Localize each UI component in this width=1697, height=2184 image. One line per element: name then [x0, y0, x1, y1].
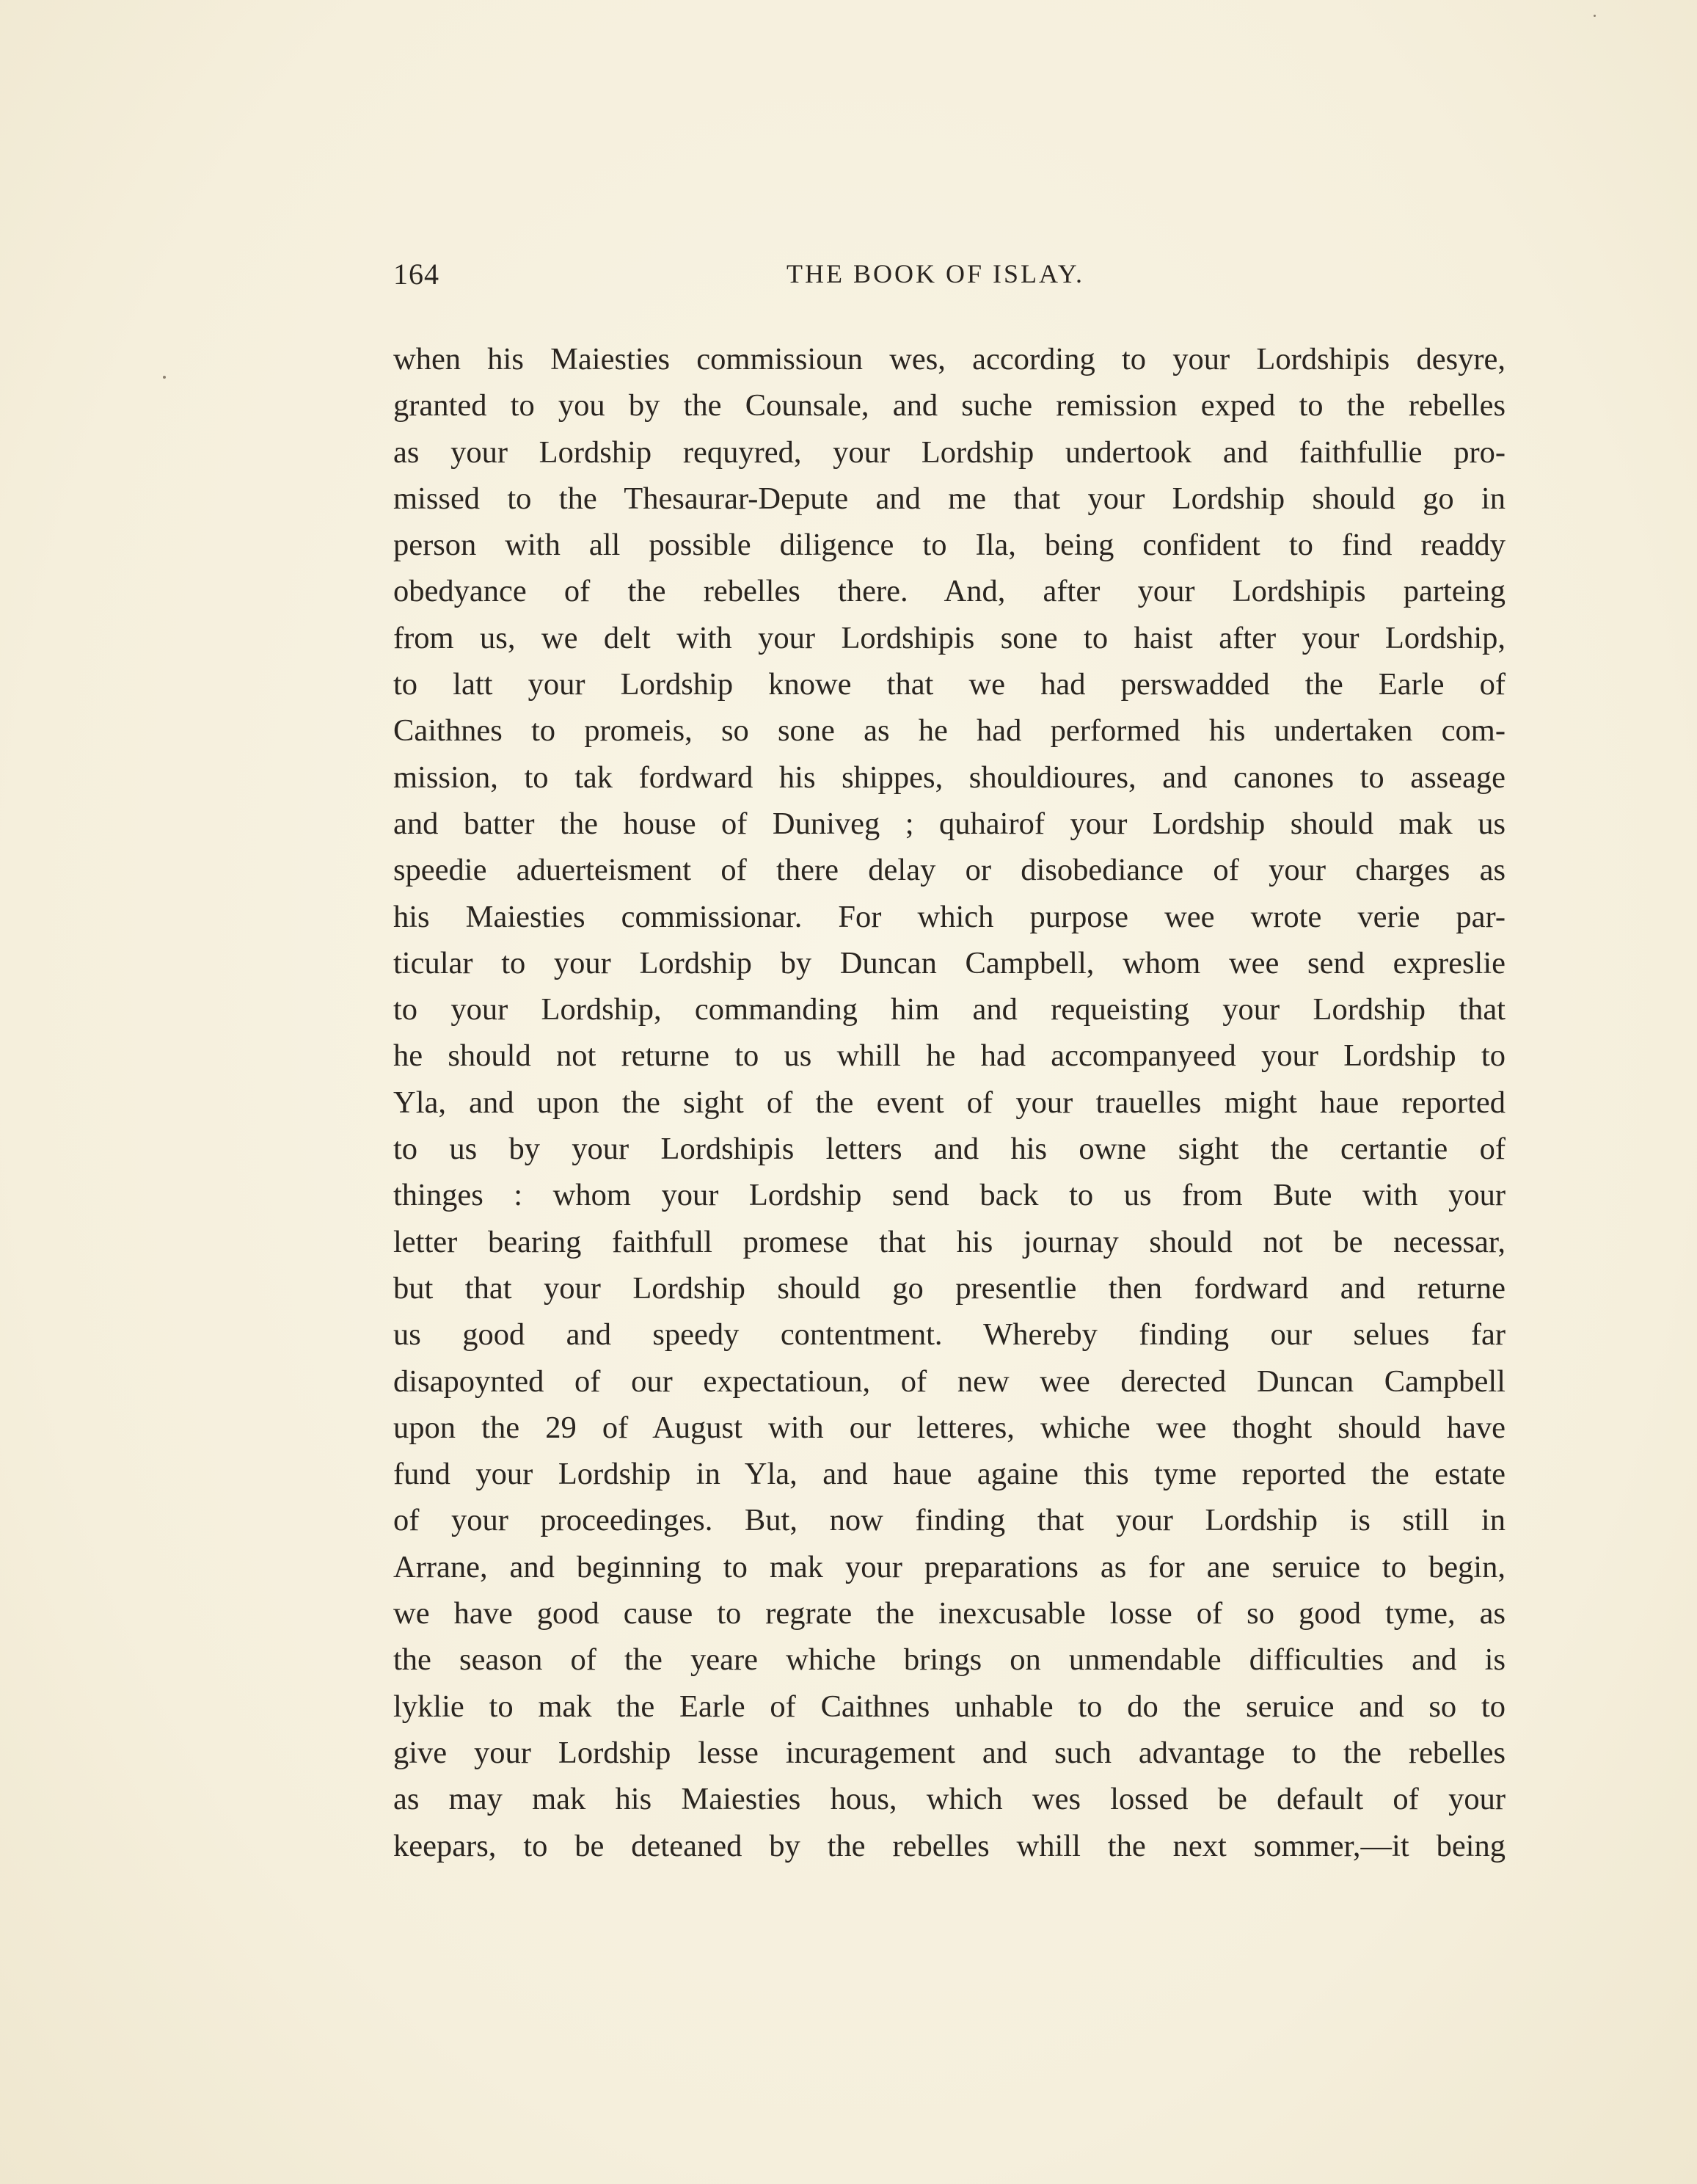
text-line: when his Maiesties commissioun wes, according to your Lordshipis desyre, — [393, 342, 1506, 376]
text-line: granted to you by the Counsale, and suche remission exped to the rebelles — [393, 388, 1506, 423]
text-line: keepars, to be deteaned by the rebelles whill the next sommer,—it being — [393, 1828, 1506, 1863]
text-line: Caithnes to promeis, so sone as he had performed his undertaken com- — [393, 713, 1506, 749]
text-line: as may mak his Maiesties hous, which wes lossed be default of your — [393, 1782, 1506, 1817]
page-number: 164 — [393, 258, 439, 291]
text-line: as your Lordship requyred, your Lordship undertook and faithfullie pro- — [393, 434, 1506, 470]
page-header — [393, 257, 1494, 294]
text-line: lyklie to mak the Earle of Caithnes unhable to do the seruice and so to — [393, 1689, 1506, 1724]
text-line: us good and speedy contentment. Whereby finding our selues far — [393, 1317, 1506, 1353]
text-line: mission, to tak fordward his shippes, shouldioures, and canones to asseage — [393, 760, 1506, 795]
text-line: he should not returne to us whill he had accompanyeed your Lordship to — [393, 1038, 1506, 1074]
text-line: but that your Lordship should go presentlie then fordward and returne — [393, 1270, 1506, 1306]
text-line: from us, we delt with your Lordshipis sone to haist after your Lordship, — [393, 620, 1506, 655]
text-line: speedie aduerteisment of there delay or disobediance of your charges as — [393, 853, 1506, 888]
text-line: his Maiesties commissionar. For which purpose wee wrote verie par- — [393, 899, 1506, 934]
text-line: Yla, and upon the sight of the event of your trauelles might haue reported — [393, 1085, 1506, 1120]
text-line: the season of the yeare whiche brings on unmendable difficulties and is — [393, 1642, 1506, 1678]
text-line: of your proceedinges. But, now finding that your Lordship is still in — [393, 1503, 1506, 1538]
running-title: THE BOOK OF ISLAY. — [787, 259, 1085, 288]
paper-speck — [163, 376, 166, 379]
text-line: disapoynted of our expectatioun, of new wee derected Duncan Campbell — [393, 1364, 1506, 1399]
text-line: thinges : whom your Lordship send back to us from Bute with your — [393, 1178, 1506, 1213]
text-line: person with all possible diligence to Ila, being confident to find readdy — [393, 528, 1506, 563]
body-text — [393, 336, 1506, 1869]
text-line: fund your Lordship in Yla, and haue againe this tyme reported the estate — [393, 1457, 1506, 1492]
text-line: and batter the house of Duniveg ; quhairof your Lordship should mak us — [393, 806, 1506, 841]
text-line: to us by your Lordshipis letters and his owne sight the certantie of — [393, 1132, 1506, 1167]
text-line: missed to the Thesaurar-Depute and me that your Lordship should go in — [393, 481, 1506, 516]
text-line: to your Lordship, commanding him and requeisting your Lordship that — [393, 992, 1506, 1027]
text-line: obedyance of the rebelles there. And, after your Lordshipis parteing — [393, 574, 1506, 609]
text-line: Arrane, and beginning to mak your preparations as for ane seruice to begin, — [393, 1549, 1506, 1584]
text-line: upon the 29 of August with our letteres, whiche wee thoght should have — [393, 1410, 1506, 1445]
text-line: give your Lordship lesse incuragement and such advantage to the rebelles — [393, 1735, 1506, 1770]
text-line: ticular to your Lordship by Duncan Campbell, whom wee send expreslie — [393, 945, 1506, 980]
text-line: letter bearing faithfull promese that his journay should not be necessar, — [393, 1224, 1506, 1259]
paper-speck — [1594, 15, 1596, 17]
text-line: we have good cause to regrate the inexcusable losse of so good tyme, as — [393, 1596, 1506, 1631]
text-line: to latt your Lordship knowe that we had perswadded the Earle of — [393, 667, 1506, 702]
